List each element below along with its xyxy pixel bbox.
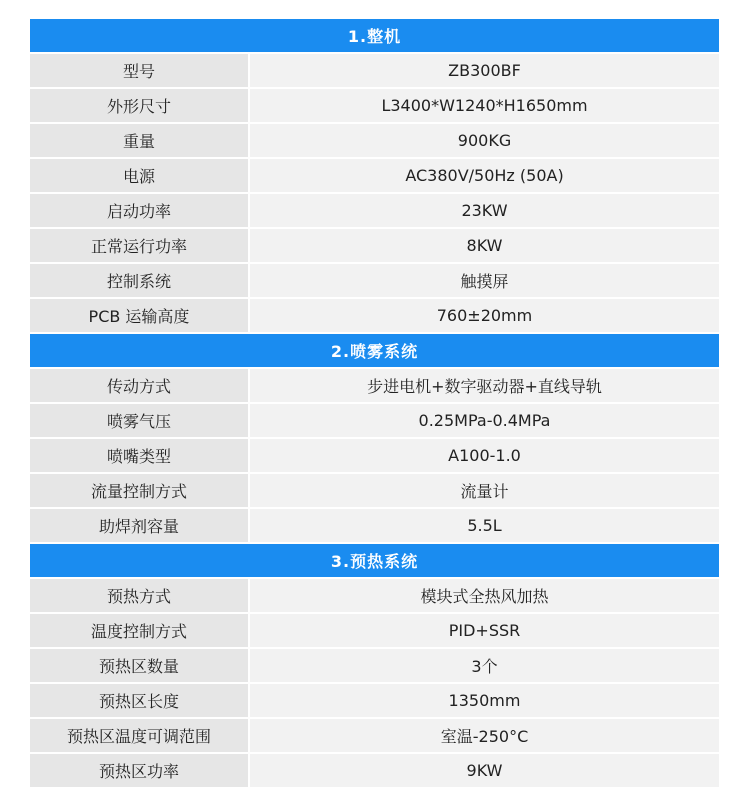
row-label: 控制系统 — [30, 264, 248, 297]
row-label: 外形尺寸 — [30, 89, 248, 122]
row-value: 3个 — [250, 649, 719, 682]
row-value: 1350mm — [250, 684, 719, 717]
row-value: 9KW — [250, 754, 719, 787]
row-value: 步进电机+数字驱动器+直线导轨 — [250, 369, 719, 402]
row-label: 预热区功率 — [30, 754, 248, 787]
table-row — [30, 264, 719, 297]
row-value: 8KW — [250, 229, 719, 262]
row-label: 预热区数量 — [30, 649, 248, 682]
row-value: 23KW — [250, 194, 719, 227]
table-row — [30, 404, 719, 437]
row-label: 电源 — [30, 159, 248, 192]
row-label: 预热区温度可调范围 — [30, 719, 248, 752]
table-row — [30, 229, 719, 262]
row-value: 室温-250°C — [250, 719, 719, 752]
row-value: A100-1.0 — [250, 439, 719, 472]
table-row — [30, 754, 719, 787]
row-label: 重量 — [30, 124, 248, 157]
row-value: PID+SSR — [250, 614, 719, 647]
row-label: 预热区长度 — [30, 684, 248, 717]
row-value: 流量计 — [250, 474, 719, 507]
section-header-preheat: 3.预热系统 — [30, 544, 719, 577]
table-row — [30, 614, 719, 647]
table-row — [30, 579, 719, 612]
section-header-machine: 1.整机 — [30, 19, 719, 52]
row-value: 0.25MPa-0.4MPa — [250, 404, 719, 437]
row-label: 型号 — [30, 54, 248, 87]
table-row — [30, 89, 719, 122]
table-row — [30, 649, 719, 682]
spec-table — [30, 19, 719, 789]
table-row — [30, 439, 719, 472]
table-row — [30, 54, 719, 87]
row-label: 温度控制方式 — [30, 614, 248, 647]
section-header-spray: 2.喷雾系统 — [30, 334, 719, 367]
row-value: ZB300BF — [250, 54, 719, 87]
row-label: 喷嘴类型 — [30, 439, 248, 472]
row-value: AC380V/50Hz (50A) — [250, 159, 719, 192]
row-value: 触摸屏 — [250, 264, 719, 297]
table-row — [30, 159, 719, 192]
row-value: 模块式全热风加热 — [250, 579, 719, 612]
table-row — [30, 194, 719, 227]
row-label: PCB 运输高度 — [30, 299, 248, 332]
row-label: 预热方式 — [30, 579, 248, 612]
table-row — [30, 474, 719, 507]
table-row — [30, 369, 719, 402]
row-label: 助焊剂容量 — [30, 509, 248, 542]
table-row — [30, 719, 719, 752]
table-row — [30, 509, 719, 542]
row-label: 启动功率 — [30, 194, 248, 227]
row-value: L3400*W1240*H1650mm — [250, 89, 719, 122]
row-label: 流量控制方式 — [30, 474, 248, 507]
table-row — [30, 124, 719, 157]
row-value: 760±20mm — [250, 299, 719, 332]
row-value: 900KG — [250, 124, 719, 157]
row-label: 喷雾气压 — [30, 404, 248, 437]
table-row — [30, 684, 719, 717]
row-label: 传动方式 — [30, 369, 248, 402]
table-row — [30, 299, 719, 332]
row-label: 正常运行功率 — [30, 229, 248, 262]
row-value: 5.5L — [250, 509, 719, 542]
